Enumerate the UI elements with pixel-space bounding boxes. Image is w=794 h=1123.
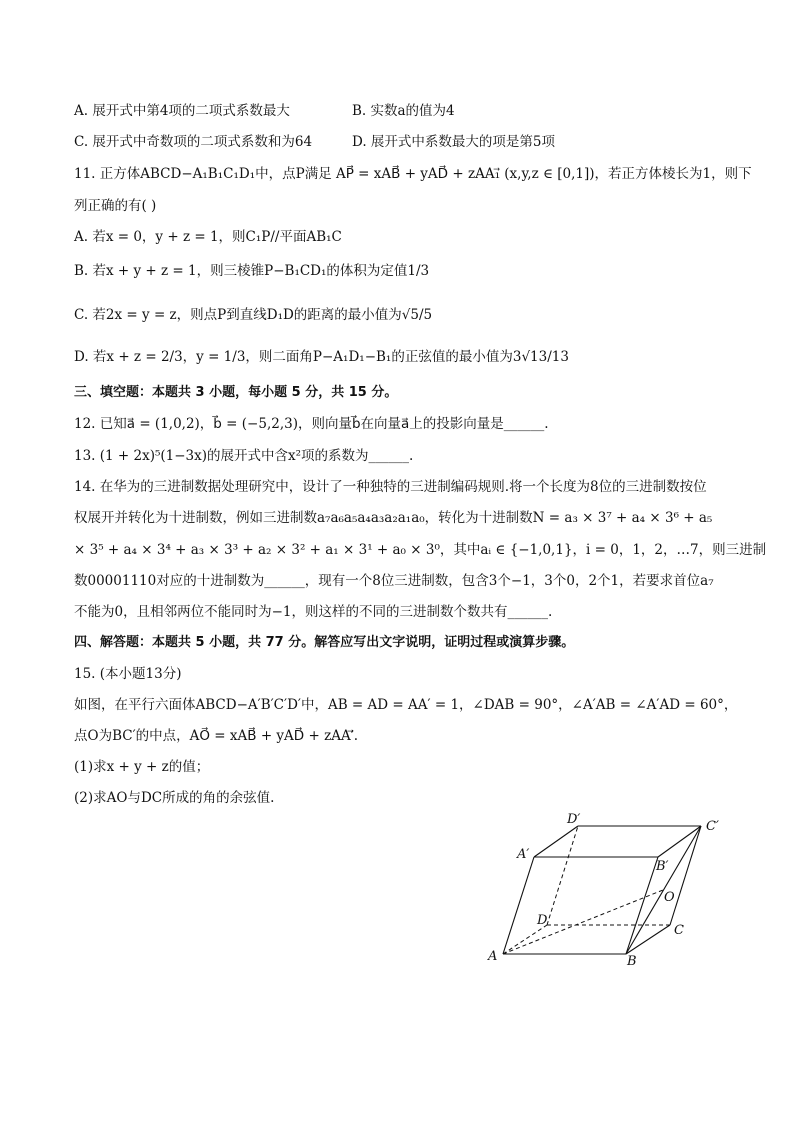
section4-title: 四、解答题：本题共 5 小题，共 77 分。解答应写出文字说明，证明过程或演算步骤。 bbox=[74, 635, 575, 650]
q11-option-C: C. 若2x = y = z，则点P到直线D₁D的距离的最小值为√5/5 bbox=[74, 307, 433, 323]
label-O: O bbox=[664, 890, 675, 905]
label-C: C bbox=[674, 923, 684, 938]
option-10D: D. 展开式中系数最大的项是第5项 bbox=[352, 134, 556, 150]
label-A1: A′ bbox=[517, 847, 530, 862]
q14-line5: 不能为0，且相邻两位不能同时为−1，则这样的不同的三进制数个数共有______. bbox=[74, 604, 553, 620]
q11-option-B: B. 若x + y + z = 1，则三棱锥P−B₁CD₁的体积为定值1/3 bbox=[74, 263, 430, 279]
parallelepiped-figure bbox=[470, 808, 730, 968]
label-D: D bbox=[537, 913, 548, 928]
q15-part2: (2)求AO与DC所成的角的余弦值. bbox=[74, 790, 275, 806]
q11-stem-line1: 11. 正方体ABCD−A₁B₁C₁D₁中，点P满足 AP⃗ = xAB⃗ + yAD⃗ + zAA₁⃗ (x,y,z ∈ [0,1])，若正方体棱长为1，则下 bbox=[74, 166, 752, 182]
q14-line2: 权展开并转化为十进制数，例如三进制数a₇a₆a₅a₄a₃a₂a₁a₀，转化为十进制数N = a₃ × 3⁷ + a₄ × 3⁶ + a₅ bbox=[74, 510, 713, 526]
label-D1: D′ bbox=[567, 812, 581, 827]
q11-stem-line2: 列正确的有( ) bbox=[74, 198, 157, 214]
q14-line1: 14. 在华为的三进制数据处理研究中，设计了一种独特的三进制编码规则.将一个长度为8位的三进制数按位 bbox=[74, 479, 707, 495]
option-10A: A. 展开式中第4项的二项式系数最大 bbox=[74, 103, 290, 119]
label-B: B bbox=[627, 954, 637, 968]
option-10C: C. 展开式中奇数项的二项式系数和为64 bbox=[74, 134, 313, 150]
q15-header: 15. (本小题13分) bbox=[74, 666, 182, 682]
q13: 13. (1 + 2x)⁵(1−3x)的展开式中含x²项的系数为______. bbox=[74, 448, 414, 464]
q14-line4: 数00001110对应的十进制数为______，现有一个8位三进制数，包含3个−1，3个0，2个1，若要求首位a₇ bbox=[74, 573, 714, 589]
hidden-edges bbox=[503, 826, 670, 954]
q11-option-A: A. 若x = 0，y + z = 1，则C₁P//平面AB₁C bbox=[74, 229, 342, 245]
label-C1: C′ bbox=[706, 819, 719, 834]
q15-part1: (1)求x + y + z的值； bbox=[74, 759, 210, 775]
option-10B: B. 实数a的值为4 bbox=[352, 103, 455, 119]
label-A: A bbox=[488, 949, 498, 964]
q12: 12. 已知a⃗ = (1,0,2)，b⃗ = (−5,2,3)，则向量b⃗在向量a⃗上的投影向量是______. bbox=[74, 416, 549, 432]
section3-title: 三、填空题：本题共 3 小题，每小题 5 分，共 15 分。 bbox=[74, 385, 398, 400]
q14-line3: × 3⁵ + a₄ × 3⁴ + a₃ × 3³ + a₂ × 3² + a₁ × 3¹ + a₀ × 3⁰，其中aᵢ ∈ {−1,0,1}，i = 0，1，2，…7，则三进制 bbox=[74, 542, 767, 558]
q15-line2: 点O为BC′的中点，AO⃗ = xAB⃗ + yAD⃗ + zAA′⃗. bbox=[74, 728, 359, 744]
label-B1: B′ bbox=[656, 859, 669, 874]
q11-option-D: D. 若x + z = 2/3，y = 1/3，则二面角P−A₁D₁−B₁的正弦值的最小值为3√13/13 bbox=[74, 349, 569, 365]
q15-line1: 如图，在平行六面体ABCD−A′B′C′D′中，AB = AD = AA′ = 1，∠DAB = 90°，∠A′AB = ∠A′AD = 60°， bbox=[74, 697, 738, 713]
